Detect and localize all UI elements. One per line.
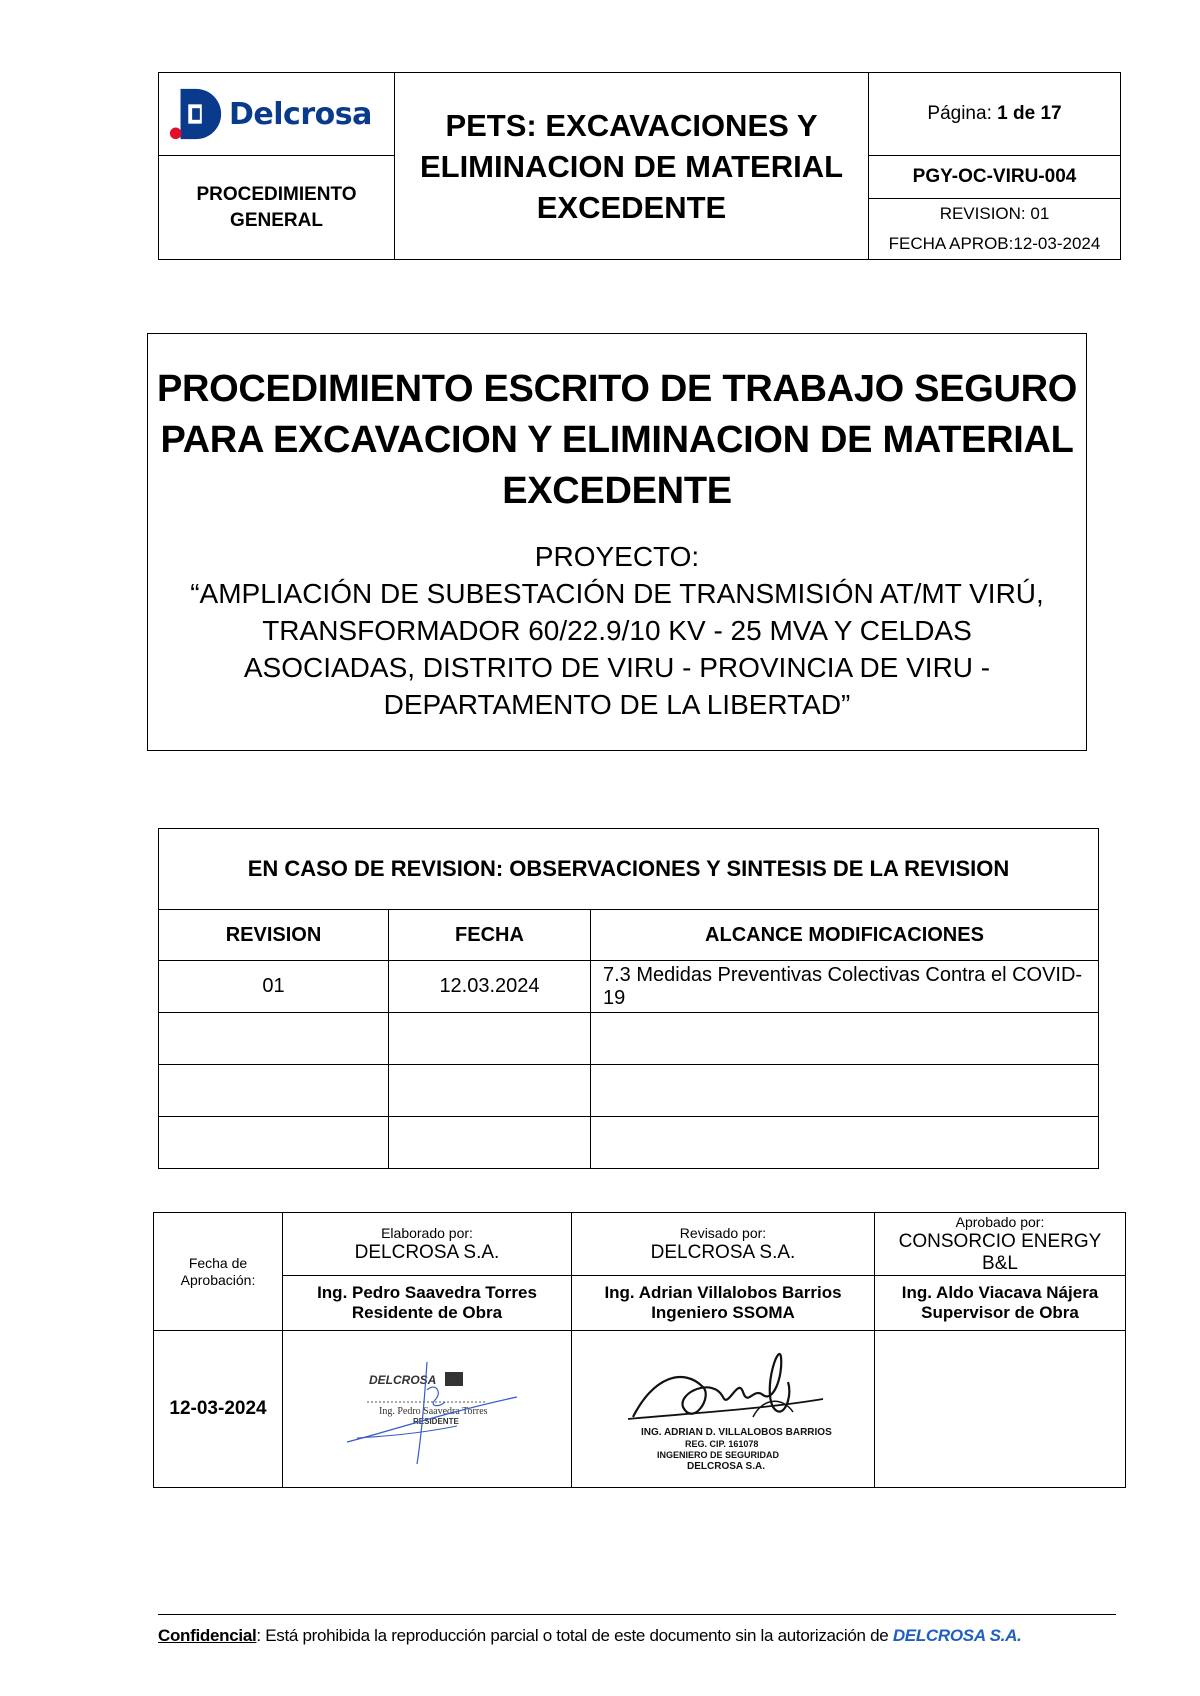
signature-stamp-prepared-icon (327, 1342, 527, 1472)
prepared-person (283, 1276, 572, 1331)
table-cell (389, 1065, 591, 1117)
approved-company: CONSORCIO ENERGY B&L (898, 1230, 1102, 1274)
company-logo (159, 85, 394, 143)
prepared-company: DELCROSA S.A. (354, 1241, 500, 1263)
stamp-name: Ing. Pedro Saavedra Torres (379, 1405, 488, 1417)
table-cell: 01 (159, 961, 389, 1013)
footer-divider (158, 1614, 1116, 1615)
delcrosa-logo-icon (167, 85, 225, 143)
table-row (159, 1013, 1099, 1065)
table-row (159, 961, 1099, 1013)
document-code: PGY-OC-VIRU-004 (869, 156, 1121, 199)
table-cell: 12.03.2024 (389, 961, 591, 1013)
reviewed-role: Ingeniero SSOMA (651, 1303, 795, 1322)
stamp-company: DELCROSA (369, 1372, 437, 1387)
signature-cell-reviewed (572, 1331, 875, 1488)
page-value: 1 de 17 (997, 103, 1062, 124)
project-label: PROYECTO: (534, 541, 700, 572)
reviewed-name: Ing. Adrian Villalobos Barrios (604, 1283, 842, 1302)
approval-date-label: Fecha de Aprobación: (154, 1213, 283, 1331)
prepared-name: Ing. Pedro Saavedra Torres (317, 1283, 537, 1302)
logo-cell (159, 73, 395, 156)
stamp-company: DELCROSA S.A. (687, 1460, 765, 1472)
table-cell (591, 1013, 1099, 1065)
procedure-type: PROCEDIMIENTO GENERAL (159, 156, 395, 260)
page-number (869, 73, 1121, 156)
column-header: FECHA (389, 910, 591, 961)
revision-table (158, 828, 1099, 1169)
reviewed-person (572, 1276, 875, 1331)
footer-label: Confidencial (158, 1626, 257, 1645)
table-cell (591, 1065, 1099, 1117)
table-row (159, 1117, 1099, 1169)
signature-stamp-reviewed-icon (613, 1337, 833, 1477)
signature-cell-prepared (283, 1331, 572, 1488)
prepared-role: Residente de Obra (351, 1303, 503, 1322)
approved-person (875, 1276, 1126, 1331)
reviewed-label: Revisado por: (679, 1224, 767, 1241)
stamp-reg: REG. CIP. 161078 (685, 1438, 759, 1449)
project-text: “AMPLIACIÓN DE SUBESTACIÓN DE TRANSMISIÓN AT/MT VIRÚ, TRANSFORMADOR 60/22.9/10 KV - 25 MVA Y CELDAS ASOCIADAS, DISTRITO DE VIRU - PROVINCIA DE VIRU - DEPARTAMENTO DE LA LIBERTAD” (190, 578, 1044, 720)
stamp-name: ING. ADRIAN D. VILLALOBOS BARRIOS (641, 1426, 832, 1438)
approval-date-value: 12-03-2024 (154, 1331, 283, 1488)
main-title: PROCEDIMIENTO ESCRITO DE TRABAJO SEGURO PARA EXCAVACION Y ELIMINACION DE MATERIAL EXCEDENTE (156, 368, 1078, 512)
title-box (147, 333, 1087, 751)
approved-name: Ing. Aldo Viacava Nájera (901, 1283, 1099, 1302)
reviewed-by-cell (572, 1213, 875, 1276)
stamp-role: INGENIERO DE SEGURIDAD (657, 1449, 780, 1460)
column-header: ALCANCE MODIFICACIONES (591, 910, 1099, 961)
revision-table-heading: EN CASO DE REVISION: OBSERVACIONES Y SINTESIS DE LA REVISION (159, 829, 1099, 910)
table-row (159, 1065, 1099, 1117)
table-cell (591, 1117, 1099, 1169)
reviewed-company: DELCROSA S.A. (650, 1241, 796, 1263)
prepared-by-cell (283, 1213, 572, 1276)
logo-text: Delcrosa (229, 96, 372, 132)
table-cell (389, 1013, 591, 1065)
prepared-label: Elaborado por: (381, 1224, 473, 1241)
revision-info (869, 199, 1121, 260)
table-cell (159, 1013, 389, 1065)
footer-company: DELCROSA S.A. (892, 1626, 1022, 1645)
footer-text: : Está prohibida la reproducción parcial o total de este documento sin la autorización de (256, 1626, 893, 1645)
approved-role: Supervisor de Obra (921, 1303, 1079, 1322)
footer (158, 1626, 1021, 1646)
page-label: Página: (927, 103, 992, 124)
signature-cell-approved (875, 1331, 1126, 1488)
approved-label: Aprobado por: (955, 1213, 1045, 1230)
approval-table (153, 1212, 1126, 1488)
revision-number: REVISION: 01 (939, 204, 1050, 223)
approval-date: FECHA APROB:12-03-2024 (888, 234, 1101, 253)
table-cell (159, 1065, 389, 1117)
table-cell (389, 1117, 591, 1169)
document-title: PETS: EXCAVACIONES Y ELIMINACION DE MATERIAL EXCEDENTE (395, 73, 869, 260)
column-header: REVISION (159, 910, 389, 961)
table-cell: 7.3 Medidas Preventivas Colectivas Contra el COVID-19 (591, 961, 1099, 1013)
stamp-role: RESIDENTE (413, 1416, 459, 1426)
approved-by-cell (875, 1213, 1126, 1276)
document-header (158, 72, 1121, 260)
table-cell (159, 1117, 389, 1169)
